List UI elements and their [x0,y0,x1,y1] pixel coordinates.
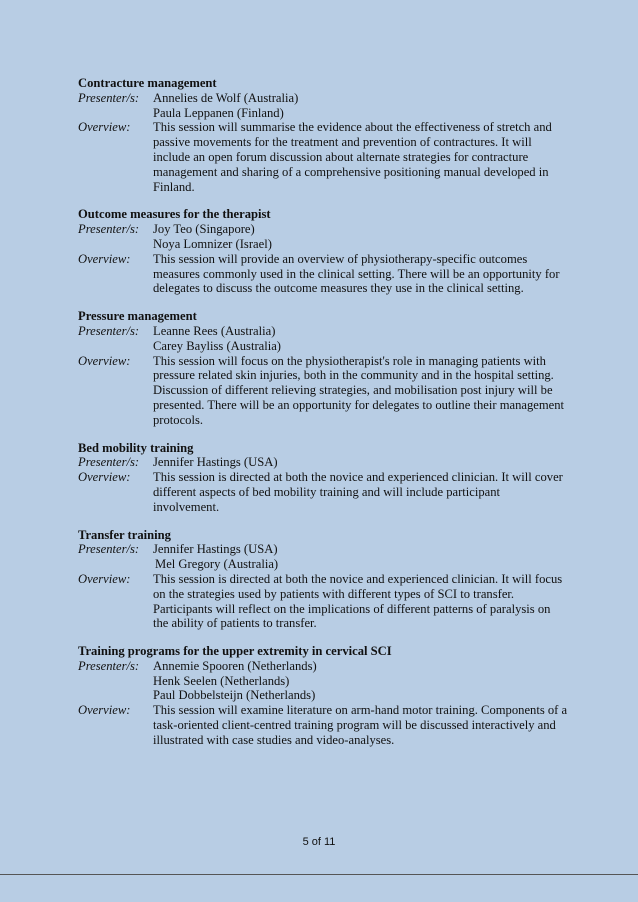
footer-divider [0,874,638,875]
presenters-label: Presenter/s: [78,542,140,557]
overview-row [78,470,568,514]
presenters-list [153,222,568,252]
presenter-name: Henk Seelen (Netherlands) [153,673,290,688]
overview-row [78,120,568,194]
overview-label: Overview: [78,353,131,368]
presenters-row [78,222,568,252]
session-title: Training programs for the upper extremity in cervical SCI [78,644,392,659]
document-body [78,76,568,761]
session-transfer-training [78,528,568,632]
presenters-row [78,91,568,121]
overview-label: Overview: [78,120,131,135]
session-outcome-measures [78,207,568,296]
presenters-label: Presenter/s: [78,90,140,105]
presenters-label: Presenter/s: [78,222,140,237]
overview-label: Overview: [78,571,131,586]
session-title: Pressure management [78,309,197,324]
presenters-label: Presenter/s: [78,658,140,673]
presenter-name: Paul Dobbelsteijn (Netherlands) [153,688,316,703]
presenters-row [78,542,568,572]
overview-label: Overview: [78,251,131,266]
presenters-list [153,91,568,121]
presenters-label: Presenter/s: [78,323,140,338]
presenter-name: Noya Lomnizer (Israel) [153,236,272,251]
session-title: Outcome measures for the therapist [78,207,271,222]
session-contracture-management [78,76,568,194]
overview-label: Overview: [78,703,131,718]
session-title: Bed mobility training [78,440,194,455]
presenters-list [153,542,568,572]
presenter-name: Joy Teo (Singapore) [153,222,255,237]
presenters-list [153,659,568,703]
session-upper-extremity-training [78,644,568,748]
presenter-name: Jennifer Hastings (USA) [153,542,278,557]
overview-row [78,354,568,428]
presenters-row [78,324,568,354]
page-number: 5 of 11 [302,836,336,848]
presenters-list [153,324,568,354]
overview-text: This session is directed at both the novice and experienced clinician. It will cover different aspects of bed mobility training and will include participant involvement. [153,470,563,514]
overview-text: This session will provide an overview of physiotherapy-specific outcomes measures commonly used in the clinical setting. There will be an opportunity for delegates to discuss the outcome measures they use in the clinical setting. [153,251,560,296]
presenters-row [78,455,568,470]
overview-label: Overview: [78,470,131,485]
session-title: Contracture management [78,76,217,90]
presenter-name: Carey Bayliss (Australia) [153,338,282,353]
session-bed-mobility-training [78,441,568,515]
presenter-name: Annelies de Wolf (Australia) [153,90,299,105]
overview-text: This session will summarise the evidence about the effectiveness of stretch and passive movements for the treatment and prevention of contractures. It will include an open forum discussion about alternate strategies for contracture management and sharing of a comprehensive positioning manual developed in Finland. [153,120,552,194]
presenters-row [78,659,568,703]
session-pressure-management [78,309,568,427]
session-title: Transfer training [78,527,171,542]
overview-row [78,252,568,296]
presenters-label: Presenter/s: [78,455,140,470]
overview-row [78,572,568,631]
overview-text: This session is directed at both the novice and experienced clinician. It will focus on the strategies used by patients with different types of SCI to transfer. Participants will reflect on the implications of different patterns of paralysis on the ability of patients to transfer. [153,571,563,631]
presenter-name: Mel Gregory (Australia) [155,557,279,572]
presenter-name: Paula Leppanen (Finland) [153,105,284,120]
overview-row [78,703,568,747]
overview-text: This session will examine literature on arm-hand motor training. Components of a task-oriented client-centred training program will be discussed interactively and illustrated with case studies and video-analyses. [153,703,568,747]
overview-text: This session will focus on the physiotherapist's role in managing patients with pressure related skin injuries, both in the community and in the hospital setting. Discussion of different relieving strategies, and mobilisation post injury will be presented. There will be an opportunity for delegates to outline their management protocols. [153,353,565,427]
presenters-list [153,455,568,470]
presenter-name: Leanne Rees (Australia) [153,323,276,338]
presenter-name: Annemie Spooren (Netherlands) [153,658,317,673]
presenter-name: Jennifer Hastings (USA) [153,455,278,470]
